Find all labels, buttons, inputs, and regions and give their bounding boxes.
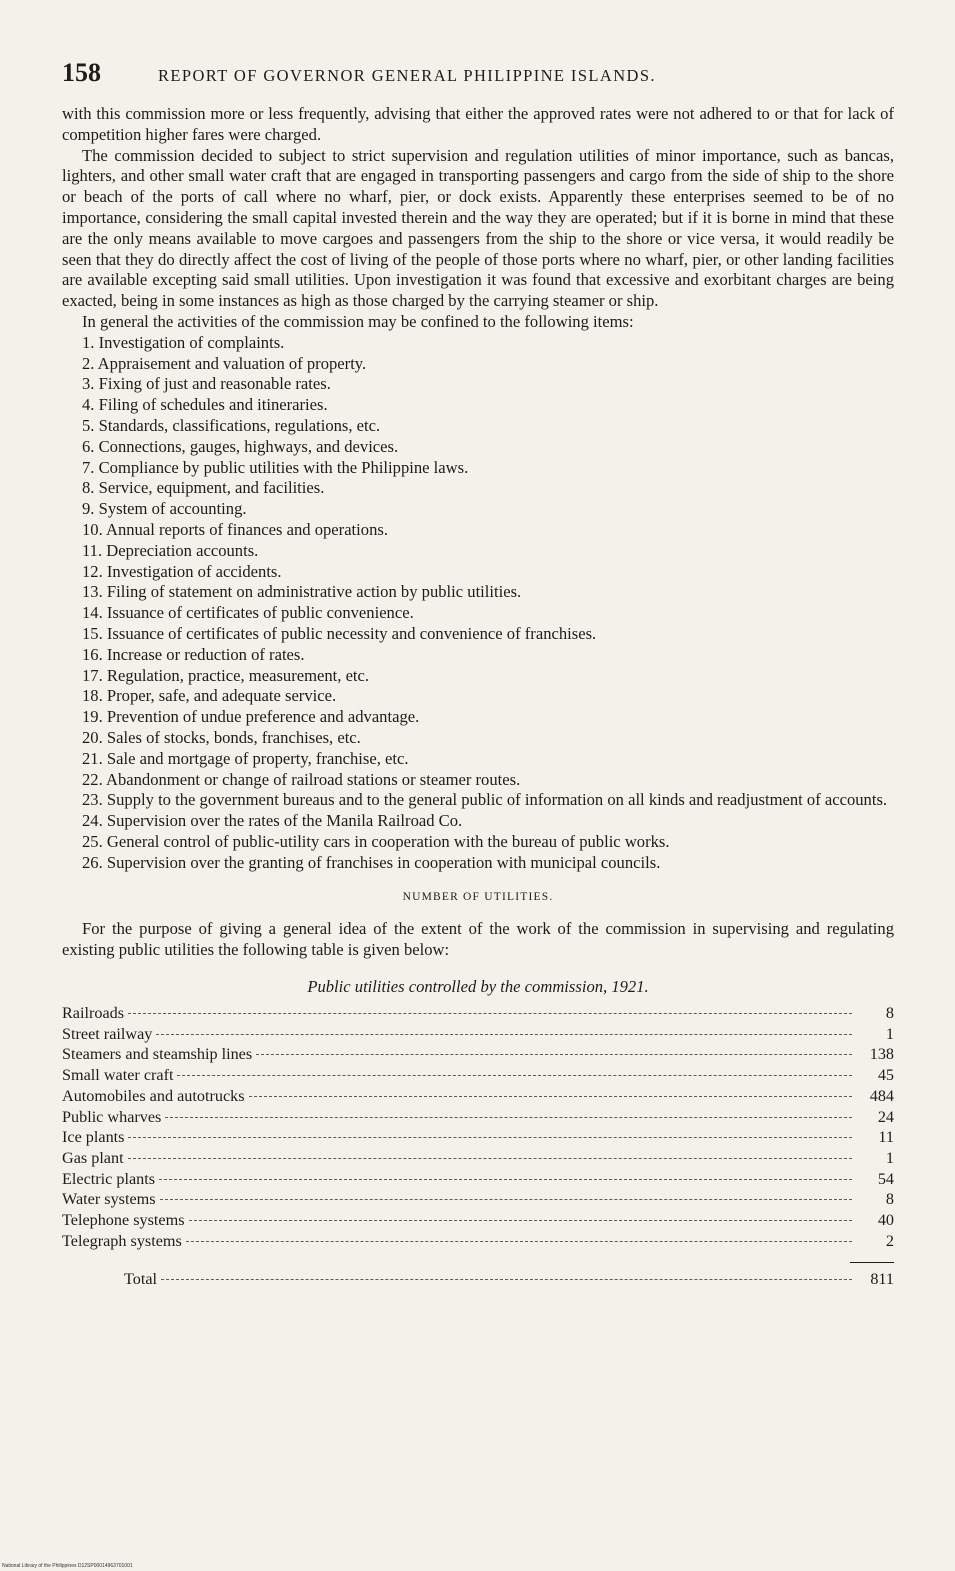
row-label: Gas plant — [62, 1149, 124, 1167]
row-label: Small water craft — [62, 1066, 174, 1085]
list-item: 13. Filing of statement on administrative action by public utilities. — [82, 582, 522, 602]
document-page — [62, 58, 894, 1289]
row-value: 8 — [885, 1004, 894, 1023]
dot-leader — [128, 1158, 852, 1159]
list-item: 1. Investigation of complaints. — [82, 332, 285, 352]
list-item: 9. System of accounting. — [82, 499, 247, 519]
row-value: 138 — [869, 1045, 894, 1064]
list-item: 11. Depreciation accounts. — [82, 540, 259, 560]
row-value: 24 — [877, 1107, 894, 1126]
row-value: 11 — [878, 1128, 894, 1147]
table-row — [62, 1231, 894, 1252]
list-item: 24. Supervision over the rates of the Manila Railroad Co. — [82, 811, 463, 831]
list-item: 19. Prevention of undue preference and advantage. — [82, 707, 420, 727]
list-item: 23. Supply to the government bureaus and to the general public of information on all kinds and readjustment of accounts. — [82, 790, 888, 810]
utilities-table — [62, 1003, 894, 1289]
row-value: 40 — [877, 1211, 894, 1230]
total-value: 811 — [870, 1269, 894, 1288]
row-value: 2 — [885, 1231, 894, 1250]
total-label: Total — [124, 1269, 158, 1288]
table-row — [62, 1065, 894, 1086]
list-item: 2. Appraisement and valuation of property. — [82, 353, 367, 373]
dot-leader — [256, 1054, 852, 1055]
table-row — [62, 1169, 894, 1190]
list-item: 15. Issuance of certificates of public necessity and convenience of franchises. — [82, 623, 597, 643]
list-item: 4. Filing of schedules and itineraries. — [82, 395, 328, 415]
row-label: Steamers and steamship lines — [62, 1045, 253, 1064]
dot-leader — [165, 1117, 852, 1118]
table-caption: Public utilities controlled by the commission, 1921. — [307, 977, 649, 997]
row-label: Water systems — [62, 1190, 156, 1209]
dot-leader — [249, 1096, 852, 1097]
table-row — [62, 1107, 894, 1128]
row-label: Telegraph systems — [62, 1231, 182, 1250]
row-label: Automobiles and autotrucks — [62, 1086, 245, 1105]
dot-leader — [159, 1179, 852, 1180]
scan-footer: National Library of the Philippines D12SP00014963701001 — [2, 1563, 133, 1569]
paragraph: The commission decided to subject to strict supervision and regulation utilities of minor importance, such as bancas, lighters, and other small water craft that are engaged in transporting passengers and cargo from the side of ship to the shore or beach of the ports of call where no wharf, pier, or dock exists. Apparently these enterprises seemed to be of no importance, considering the small capital invested therein and the way they are operated; but if it is borne in mind that these are the only means available to move cargoes and passengers from the ship to the shore or vice versa, it would readily be seen that they do directly affect the cost of living of the people of those ports where no wharf, pier, or other landing facilities are available excepting said small utilities. Upon investigation it was found that excessive and exorbitant charges are being exacted, being in some instances as high as those charged by the carrying steamer or ship. — [62, 145, 894, 311]
table-row — [62, 1024, 894, 1045]
row-label: Street railway — [62, 1024, 153, 1043]
section-heading: NUMBER OF UTILITIES. — [402, 891, 554, 904]
dot-leader — [161, 1279, 852, 1280]
list-item: 22. Abandonment or change of railroad stations or steamer routes. — [82, 769, 521, 789]
list-item: 21. Sale and mortgage of property, franchise, etc. — [82, 748, 409, 768]
table-row — [62, 1210, 894, 1231]
list-item: 10. Annual reports of finances and operations. — [82, 519, 388, 539]
table-row — [62, 1189, 894, 1210]
running-title: REPORT OF GOVERNOR GENERAL PHILIPPINE ISLANDS. — [158, 66, 656, 85]
list-item: 26. Supervision over the granting of franchises in cooperation with municipal councils. — [82, 852, 661, 872]
list-item: 8. Service, equipment, and facilities. — [82, 478, 325, 498]
table-row — [62, 1127, 894, 1148]
list-item: 6. Connections, gauges, highways, and devices. — [82, 436, 399, 456]
row-label: Electric plants — [62, 1169, 156, 1188]
total-rule — [850, 1262, 894, 1263]
list-item: 14. Issuance of certificates of public convenience. — [82, 603, 414, 623]
page-header — [62, 58, 894, 88]
body-text — [62, 104, 894, 333]
dot-leader — [128, 1137, 852, 1138]
dot-leader — [177, 1075, 852, 1076]
row-value: 8 — [885, 1190, 894, 1209]
dot-leader — [186, 1241, 852, 1242]
list-item: 5. Standards, classifications, regulations, etc. — [82, 415, 381, 435]
row-label: Telephone systems — [62, 1211, 185, 1230]
row-value: 1 — [885, 1149, 894, 1167]
dot-leader — [160, 1199, 852, 1200]
list-item: 16. Increase or reduction of rates. — [82, 644, 305, 664]
row-value: 54 — [877, 1169, 894, 1188]
table-row — [62, 1044, 894, 1065]
list-item: 20. Sales of stocks, bonds, franchises, etc. — [82, 727, 361, 747]
activities-list — [62, 333, 894, 874]
total-row — [62, 1269, 894, 1290]
row-label: Railroads — [62, 1004, 125, 1023]
table-row — [62, 1086, 894, 1107]
row-value: 484 — [869, 1086, 894, 1105]
dot-leader — [128, 1013, 852, 1014]
paragraph: In general the activities of the commission may be confined to the following items: — [82, 311, 634, 331]
paragraph: with this commission more or less frequently, advising that either the approved rates were not adhered to or that for lack of competition higher fares were charged. — [62, 104, 894, 144]
table-row — [62, 1003, 894, 1024]
row-value: 45 — [877, 1066, 894, 1085]
row-label: Public wharves — [62, 1107, 162, 1126]
list-item: 18. Proper, safe, and adequate service. — [82, 686, 337, 706]
section-intro: For the purpose of giving a general idea of the extent of the work of the commission in supervising and regulating existing public utilities the following table is given below: — [62, 919, 894, 960]
list-item: 12. Investigation of accidents. — [82, 561, 282, 581]
dot-leader — [156, 1034, 852, 1035]
list-item: 25. General control of public-utility cars in cooperation with the bureau of public works. — [82, 831, 670, 851]
list-item: 7. Compliance by public utilities with the Philippine laws. — [82, 457, 469, 477]
row-value: 1 — [885, 1024, 894, 1043]
dot-leader — [189, 1220, 853, 1221]
list-item: 17. Regulation, practice, measurement, etc. — [82, 665, 370, 685]
row-label: Ice plants — [62, 1128, 125, 1147]
list-item: 3. Fixing of just and reasonable rates. — [82, 374, 331, 394]
table-row — [62, 1148, 894, 1169]
page-number: 158 — [62, 58, 101, 87]
